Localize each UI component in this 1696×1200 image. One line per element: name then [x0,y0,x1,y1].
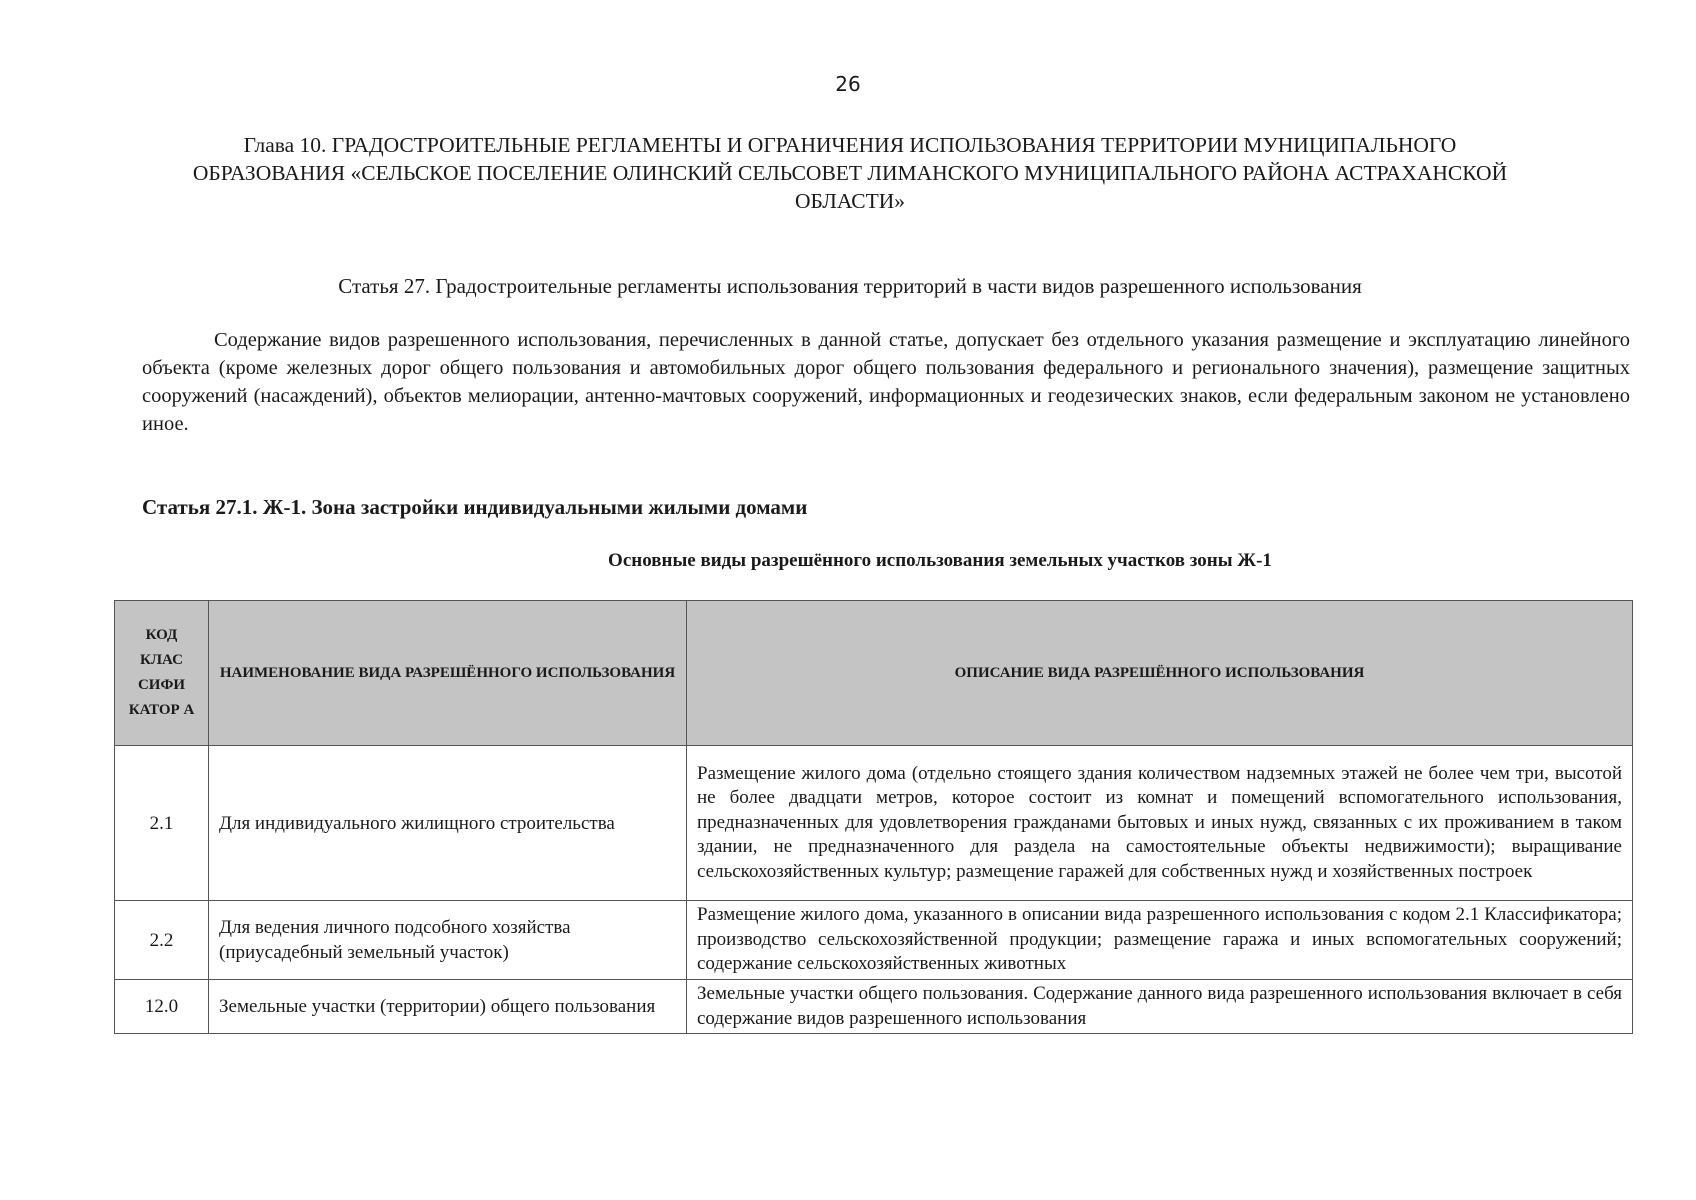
table-row [115,980,1633,1034]
page-number: 26 [835,72,861,96]
intro-paragraph: Содержание видов разрешенного использования, перечисленных в данной статье, допускает без отдельного указания размещение и эксплуатацию линейного объекта (кроме железных дорог общего пользования и автомобильных дорог общего пользования федерального и регионального значения), размещение защитных сооружений (насаждений), объектов мелиорации, антенно-мачтовых сооружений, информационных и геодезических знаков, если федеральным законом не установлено иное. [142,329,1630,435]
table-row [115,746,1633,901]
article-title: Статья 27. Градостроительные регламенты использования территорий в части видов разрешенного использования [338,274,1362,298]
table-caption: Основные виды разрешённого использования земельных участков зоны Ж-1 [608,550,1272,571]
header-name: НАИМЕНОВАНИЕ ВИДА РАЗРЕШЁННОГО ИСПОЛЬЗОВАНИЯ [209,601,687,746]
table-row [115,901,1633,980]
header-code: КОД КЛАС СИФИ КАТОР А [115,601,209,746]
row-code: 2.2 [115,901,209,980]
chapter-title: Глава 10. ГРАДОСТРОИТЕЛЬНЫЕ РЕГЛАМЕНТЫ И ОГРАНИЧЕНИЯ ИСПОЛЬЗОВАНИЯ ТЕРРИТОРИИ МУНИЦИПАЛЬНОГО ОБРАЗОВАНИЯ «СЕЛЬСКОЕ ПОСЕЛЕНИЕ ОЛИНСКИЙ СЕЛЬСОВЕТ ЛИМАНСКОГО МУНИЦИПАЛЬНОГО РАЙОНА АСТРАХАНСКОЙ ОБЛАСТИ» [192,133,1508,213]
land-use-table [114,600,1633,1034]
row-name: Земельные участки (территории) общего пользования [209,980,687,1034]
subarticle-title: Статья 27.1. Ж-1. Зона застройки индивидуальными жилыми домами [142,495,808,519]
table-body [115,746,1633,1034]
row-name: Для индивидуального жилищного строительства [209,746,687,901]
table-header-row [115,601,1633,746]
row-description: Земельные участки общего пользования. Содержание данного вида разрешенного использования включает в себя содержание видов разрешенного использования [687,980,1633,1034]
row-description: Размещение жилого дома (отдельно стоящего здания количеством надземных этажей не более чем три, высотой не более двадцати метров, которое состоит из комнат и помещений вспомогательного использования, предназначенных для удовлетворения гражданами бытовых и иных нужд, связанных с их проживанием в таком здании, не предназначенного для раздела на самостоятельные объекты недвижимости); выращивание сельскохозяйственных культур; размещение гаражей для собственных нужд и хозяйственных построек [687,746,1633,901]
row-name: Для ведения личного подсобного хозяйства (приусадебный земельный участок) [209,901,687,980]
header-description: ОПИСАНИЕ ВИДА РАЗРЕШЁННОГО ИСПОЛЬЗОВАНИЯ [687,601,1633,746]
table-header [115,601,1633,746]
row-code: 2.1 [115,746,209,901]
row-description: Размещение жилого дома, указанного в описании вида разрешенного использования с кодом 2.1 Классификатора; производство сельскохозяйственной продукции; размещение гаража и иных вспомогательных сооружений; содержание сельскохозяйственных животных [687,901,1633,980]
row-code: 12.0 [115,980,209,1034]
